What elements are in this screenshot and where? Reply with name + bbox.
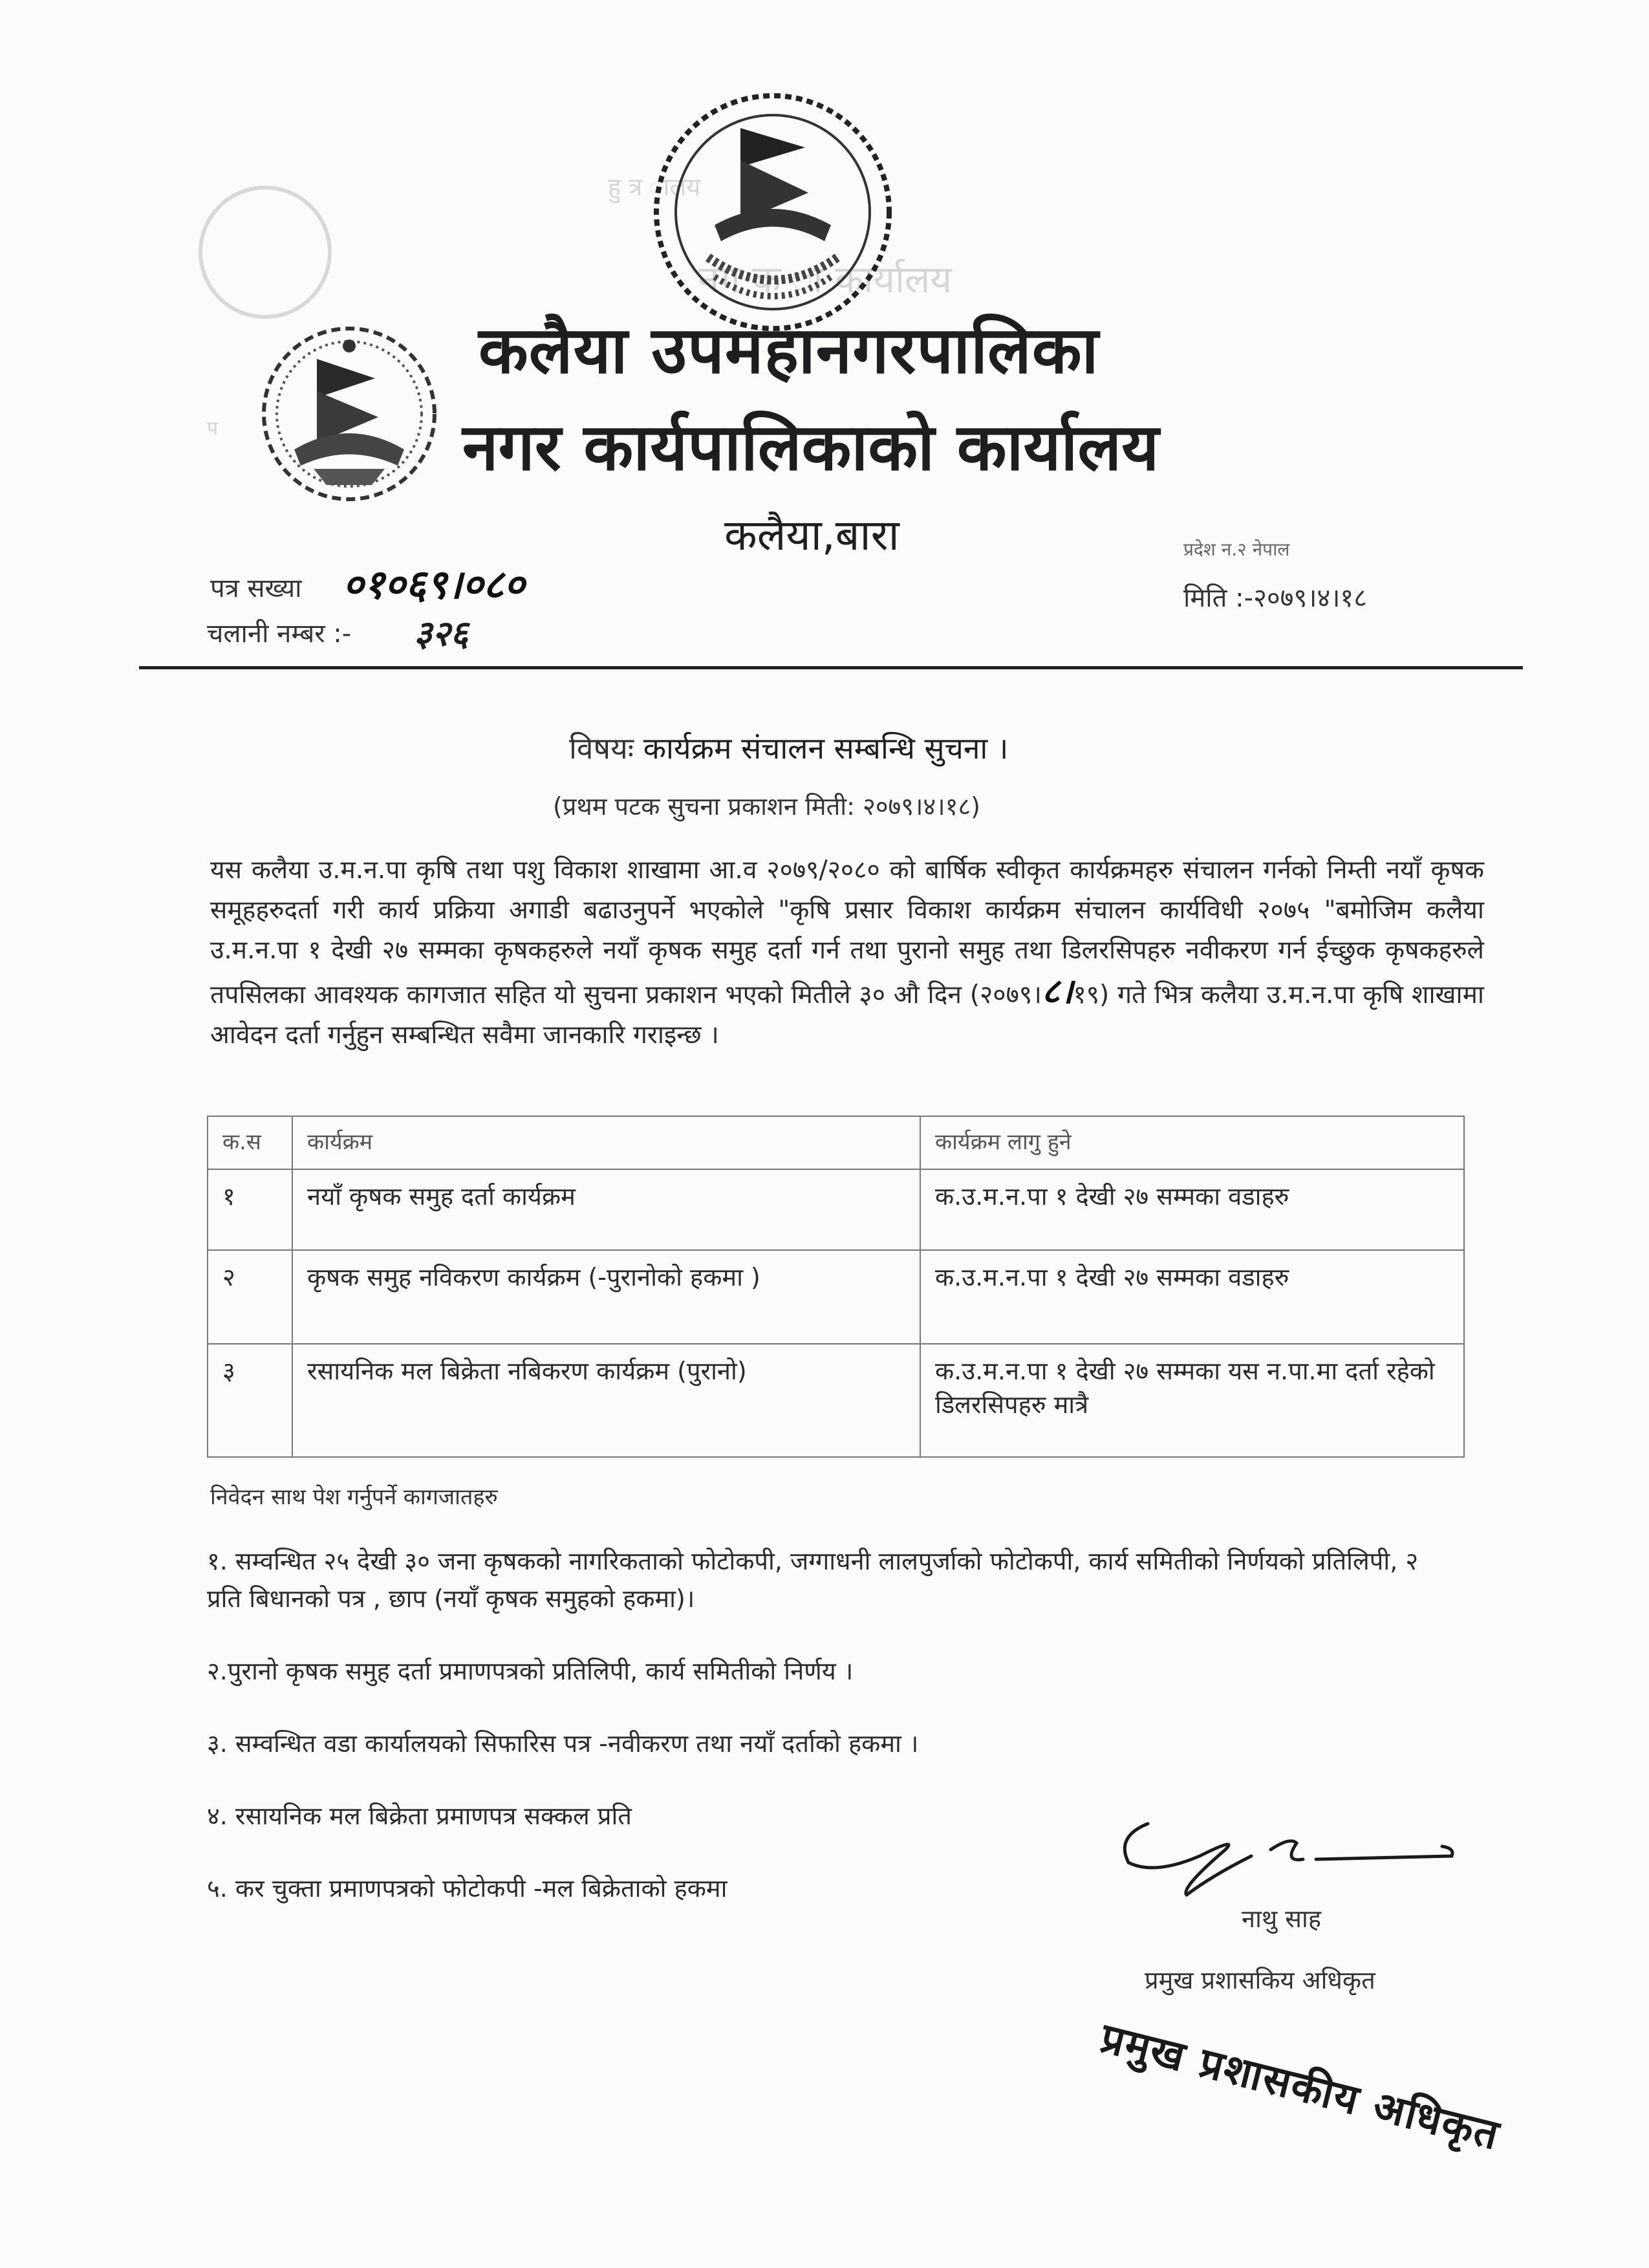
signer-name: नाथु साह xyxy=(1242,1905,1322,1933)
cell-sn: ३ xyxy=(208,1344,292,1457)
date-value: २०७९।४।१८ xyxy=(1253,583,1367,613)
cell-program: रसायनिक मल बिक्रेता नबिकरण कार्यक्रम (पुरानो) xyxy=(292,1344,920,1457)
province-label: प्रदेश न.२ नेपाल xyxy=(1183,539,1290,560)
cell-program: कृषक समुह नविकरण कार्यक्रम (-पुरानोको हकमा ) xyxy=(292,1250,920,1344)
list-item: ४. रसायनिक मल बिक्रेता प्रमाणपत्र सक्कल प्रति xyxy=(207,1802,632,1830)
bleed-through-text: प xyxy=(207,417,219,440)
list-item: ५. कर चुक्ता प्रमाणपत्रको फोटोकपी -मल बिक्रेताको हकमा xyxy=(207,1874,727,1903)
cell-sn: १ xyxy=(208,1169,292,1250)
list-item: २.पुरानो कृषक समुह दर्ता प्रमाणपत्रको प्रतिलिपी, कार्य समितीको निर्णय । xyxy=(207,1657,854,1685)
office-name: नगर कार्यपालिकाको कार्यालय xyxy=(462,409,1159,485)
dispatch-number-value: ३२६ xyxy=(414,612,469,654)
ref-number-label: पत्र सख्या xyxy=(210,574,302,603)
office-location: कलैया,बारा xyxy=(724,510,900,560)
nepal-emblem-icon xyxy=(255,320,443,508)
header-divider xyxy=(139,666,1523,669)
signer-title: प्रमुख प्रशासकिय अधिकृत xyxy=(1145,1966,1375,1994)
table-row xyxy=(208,1250,1464,1344)
table-header-row xyxy=(208,1116,1464,1169)
municipality-name: कलैया उपमहानगरपालिका xyxy=(479,312,1099,388)
notice-body-part2: १९) गते भित्र कलैया उ.म.न.पा कृषि शाखामा आवेदन दर्ता गर्नुहुन सम्बन्धित सवैमा जानकारि गराइन्छ । xyxy=(210,980,1484,1050)
cell-sn: २ xyxy=(208,1250,292,1344)
documents-heading: निवेदन साथ पेश गर्नुपर्ने कागजातहरु xyxy=(210,1484,498,1510)
cell-applicable: क.उ.म.न.पा १ देखी २७ सम्मका वडाहरु xyxy=(920,1250,1464,1344)
subject-text: कार्यक्रम संचालन सम्बन्धि सुचना । xyxy=(643,731,1009,766)
bleed-through-text: नग क ा कार्यालय xyxy=(698,257,953,301)
col-header-program: कार्यक्रम xyxy=(292,1116,920,1169)
handwritten-date: ८। xyxy=(1041,970,1073,1011)
signature-icon xyxy=(1103,1798,1465,1908)
notice-body-part1: यस कलैया उ.म.न.पा कृषि तथा पशु विकाश शाखामा आ.व २०७९/२०८० को बार्षिक स्वीकृत कार्यक्रमहरु संचालन गर्नको निम्ती नयाँ कृषक समूहहरुदर्ता गरी कार्य प्रक्रिया अगाडी बढाउनुपर्ने भएकोले "कृषि प्रसार विकाश कार्यक्रम संचालन कार्यविधी २०७५ "बमोजिम कलैया उ.म.न.पा १ देखी २७ सम्मका कृषकहरुले नयाँ कृषक समुह दर्ता गर्न तथा पुरानो समुह तथा डिलरसिपहरु नवीकरण गर्न ईच्छुक कृषकहरुले तपसिलका आवश्यक कागजात सहित यो सुचना प्रकाशन भएको मितीले ३० औ दिन (२०७९। xyxy=(210,856,1484,1010)
office-seal-icon xyxy=(637,83,909,341)
date-line xyxy=(1183,579,1367,614)
table-row xyxy=(208,1169,1464,1250)
dispatch-number-label: चलानी नम्बर :- xyxy=(207,619,352,649)
publication-date: (प्रथम पटक सुचना प्रकाशन मिती: २०७९।४।१८) xyxy=(553,792,980,821)
designation-stamp: प्रमुख प्रशासकीय अधिकृत xyxy=(1095,2014,1505,2160)
bleed-emblem-ghost xyxy=(194,162,336,343)
cell-program: नयाँ कृषक समुह दर्ता कार्यक्रम xyxy=(292,1169,920,1250)
list-item: ३. सम्वन्धित वडा कार्यालयको सिफारिस पत्र -नवीकरण तथा नयाँ दर्ताको हकमा । xyxy=(207,1729,919,1758)
cell-applicable: क.उ.म.न.पा १ देखी २७ सम्मका यस न.पा.मा दर्ता रहेको डिलरसिपहरु मात्रै xyxy=(920,1344,1464,1457)
subject-line xyxy=(569,728,1008,768)
bleed-through-text: हु त्र ालय xyxy=(608,173,701,201)
cell-applicable: क.उ.म.न.पा १ देखी २७ सम्मका वडाहरु xyxy=(920,1169,1464,1250)
subject-label: विषयः xyxy=(569,731,634,766)
ref-number-value: ०१०६९।०८० xyxy=(343,561,525,608)
list-item: १. सम्वन्धित २५ देखी ३० जना कृषकको नागरिकताको फोटोकपी, जग्गाधनी लालपुर्जाको फोटोकपी, कार्य समितीको निर्णयको प्रतिलिपी, २ प्रति बिधानको पत्र , छाप (नयाँ कृषक समुहको हकमा)। xyxy=(207,1547,1419,1613)
col-header-sn: क.स xyxy=(208,1116,292,1169)
table-row xyxy=(208,1344,1464,1457)
date-label: मिति :- xyxy=(1183,583,1254,613)
notice-body xyxy=(210,850,1484,1055)
program-table xyxy=(207,1116,1465,1458)
col-header-applicable: कार्यक्रम लागु हुने xyxy=(920,1116,1464,1169)
